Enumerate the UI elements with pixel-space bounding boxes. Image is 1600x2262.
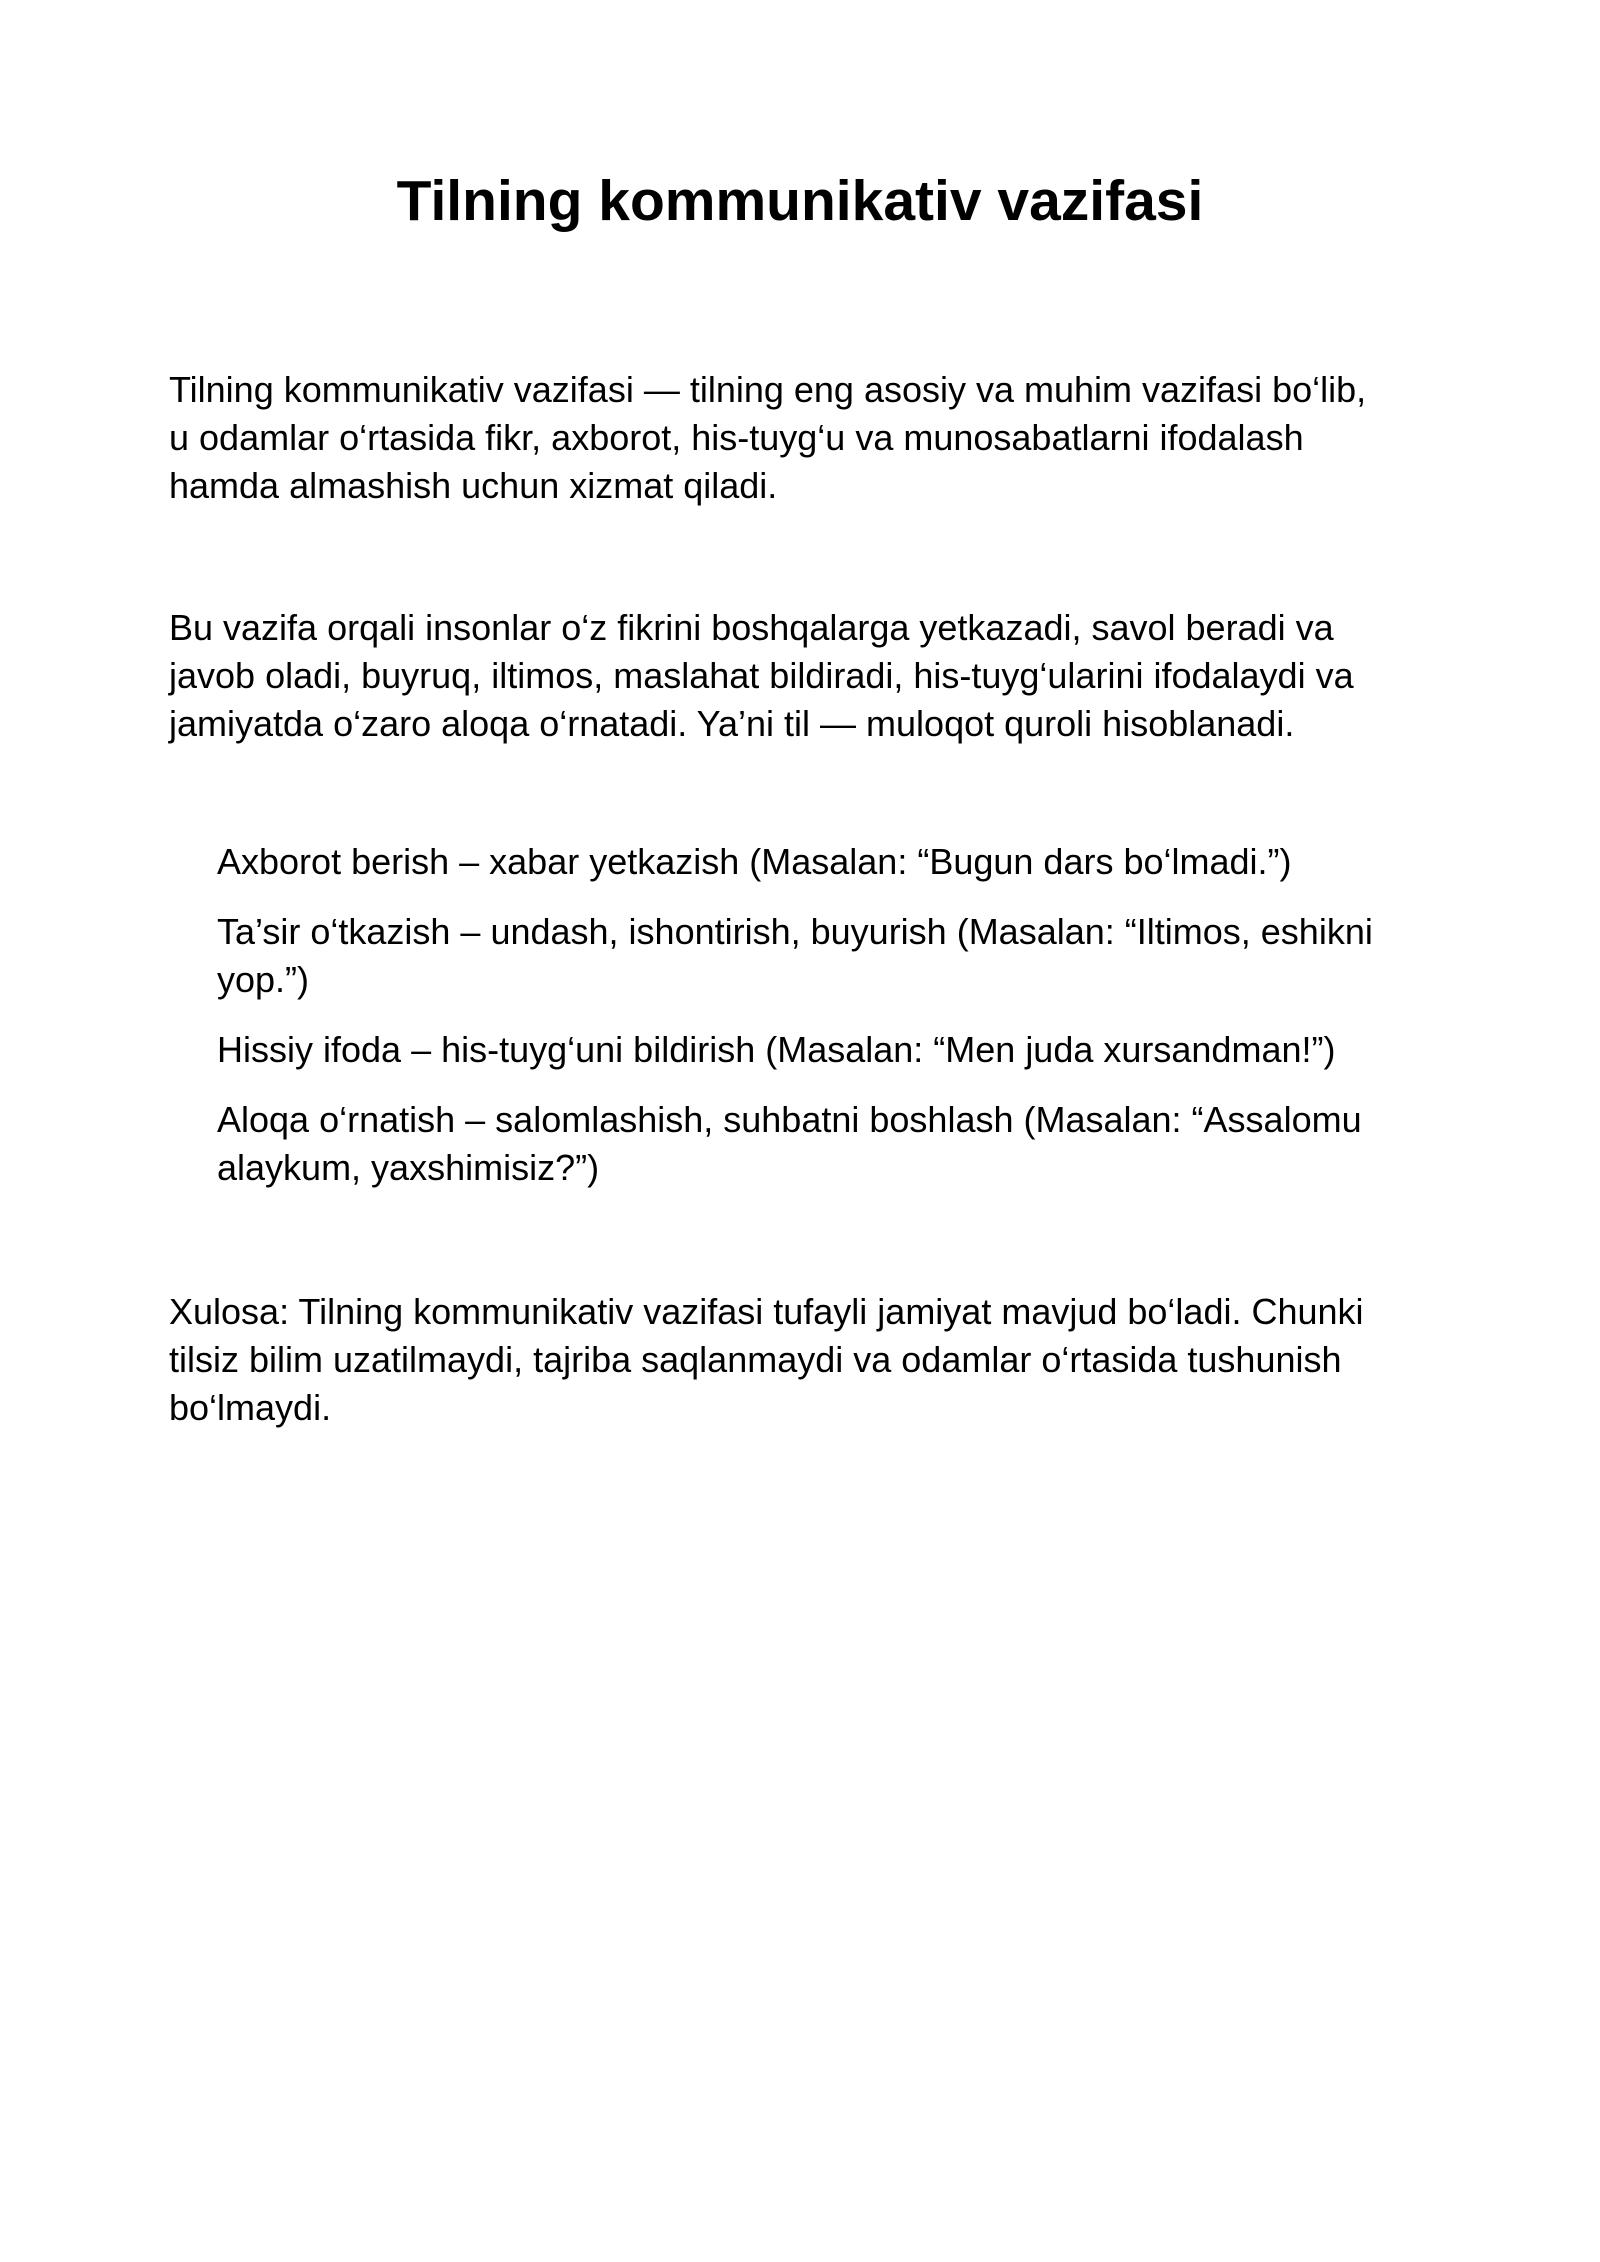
list-item: Hissiy ifoda – his-tuyg‘uni bildirish (Masalan: “Men juda xursandman!”) — [217, 1029, 1336, 1070]
page-title: Tilning kommunikativ vazifasi — [396, 169, 1204, 233]
second-paragraph: Bu vazifa orqali insonlar o‘z fikrini boshqalarga yetkazadi, savol beradi va javob oladi, buyruq, iltimos, maslahat bildiradi, his-tuyg‘ularini ifodalaydi va jamiyatda o‘zaro aloqa o‘rnatadi. Ya’ni til — muloqot quroli hisoblanadi. — [169, 607, 1354, 744]
function-list — [217, 838, 1477, 1214]
list-item: Aloqa o‘rnatish – salomlashish, suhbatni boshlash (Masalan: “Assalomu alaykum, yaxshimisiz?”) — [217, 1099, 1362, 1188]
list-item: Axborot berish – xabar yetkazish (Masalan: “Bugun dars bo‘lmadi.”) — [217, 841, 1292, 882]
list-item: Ta’sir o‘tkazish – undash, ishontirish, buyurish (Masalan: “Iltimos, eshikni yop.”) — [217, 911, 1373, 1000]
intro-paragraph: Tilning kommunikativ vazifasi — tilning eng asosiy va muhim vazifasi bo‘lib, u odamlar o‘rtasida fikr, axborot, his-tuyg‘u va munosabatlarni ifodalash hamda almashish uchun xizmat qiladi. — [169, 369, 1367, 506]
conclusion-paragraph: Xulosa: Tilning kommunikativ vazifasi tufayli jamiyat mavjud bo‘ladi. Chunki tilsiz bilim uzatilmaydi, tajriba saqlanmaydi va odamlar o‘rtasida tushunish bo‘lmaydi. — [169, 1291, 1364, 1428]
